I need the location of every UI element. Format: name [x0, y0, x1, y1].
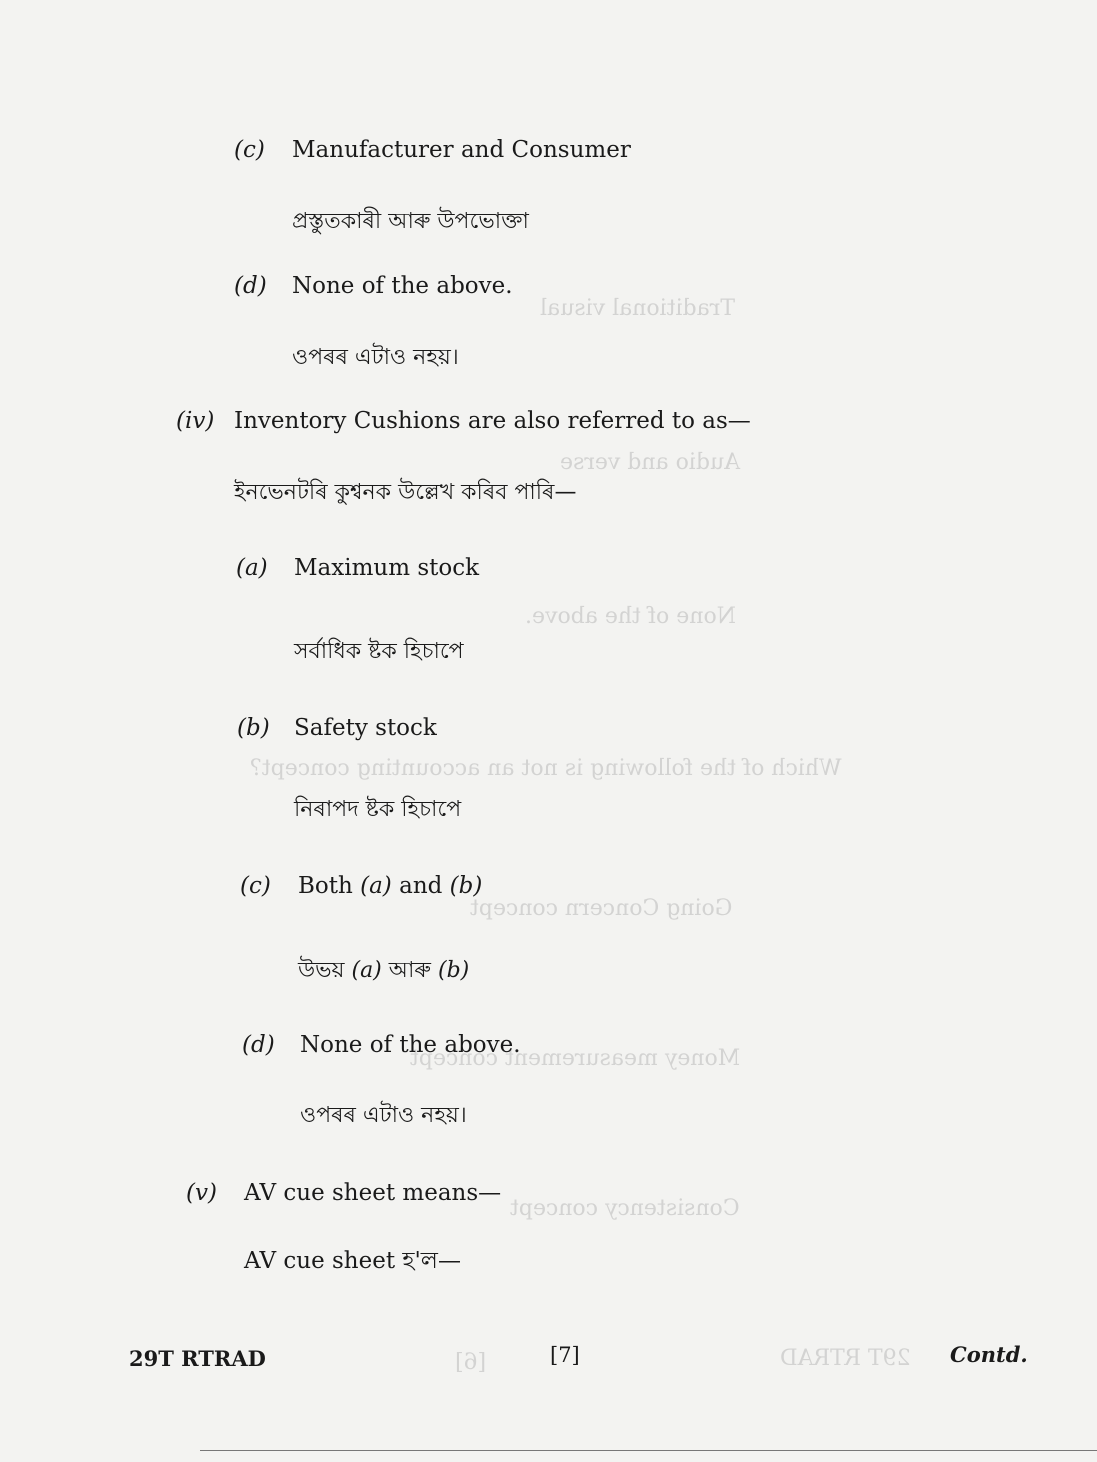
- option-text: Both (a) and (b): [298, 873, 483, 899]
- option-text: Safety stock: [294, 715, 437, 741]
- bleed-through-text: 29T RTRAD: [780, 1346, 911, 1371]
- question-text: Inventory Cushions are also referred to as—: [234, 408, 751, 434]
- question-number: (v): [186, 1180, 217, 1206]
- question-text-assamese: AV cue sheet হ'ল—: [244, 1248, 461, 1274]
- question-number: (iv): [176, 408, 215, 434]
- bleed-through-text: Which of the following is not an accounting concept?: [250, 756, 842, 781]
- option-text: Maximum stock: [294, 555, 480, 581]
- page-number: [7]: [550, 1343, 580, 1367]
- option-text: Manufacturer and Consumer: [292, 137, 631, 163]
- option-label: (c): [234, 137, 265, 163]
- bottom-rule: [200, 1450, 1097, 1451]
- option-text: None of the above.: [292, 273, 513, 299]
- option-text: None of the above.: [300, 1032, 521, 1058]
- option-text-assamese: নিৰাপদ ষ্টক হিচাপে: [294, 797, 462, 822]
- bleed-through-text: [6]: [455, 1350, 487, 1375]
- option-text-assamese: প্ৰস্তুতকাৰী আৰু উপভোক্তা: [292, 209, 529, 234]
- option-label: (a): [236, 555, 268, 581]
- question-text: AV cue sheet means—: [244, 1180, 502, 1206]
- continued-label: Contd.: [950, 1342, 1028, 1367]
- bleed-through-text: Consistency concept: [510, 1196, 740, 1221]
- option-text-assamese: ওপৰৰ এটাও নহয়।: [300, 1103, 467, 1128]
- option-label: (c): [240, 873, 271, 899]
- bleed-through-text: Traditional visual: [540, 296, 735, 321]
- option-label: (b): [237, 715, 270, 741]
- option-label: (d): [234, 273, 267, 299]
- option-text-assamese: উভয় (a) আৰু (b): [298, 958, 470, 983]
- paper-code: 29T RTRAD: [129, 1346, 266, 1371]
- option-label: (d): [242, 1032, 275, 1058]
- option-text-assamese: সৰ্বাধিক ষ্টক হিচাপে: [294, 639, 464, 664]
- bleed-through-text: None of the above.: [525, 604, 736, 629]
- bleed-through-text: Going Concern concept: [470, 896, 733, 921]
- bleed-through-text: Audio and verse: [560, 450, 741, 475]
- bleed-through-text: Money measurement concept: [410, 1046, 741, 1071]
- question-text-assamese: ইনভেনটৰি কুশ্বনক উল্লেখ কৰিব পাৰি—: [234, 480, 577, 505]
- option-text-assamese: ওপৰৰ এটাও নহয়।: [292, 345, 459, 370]
